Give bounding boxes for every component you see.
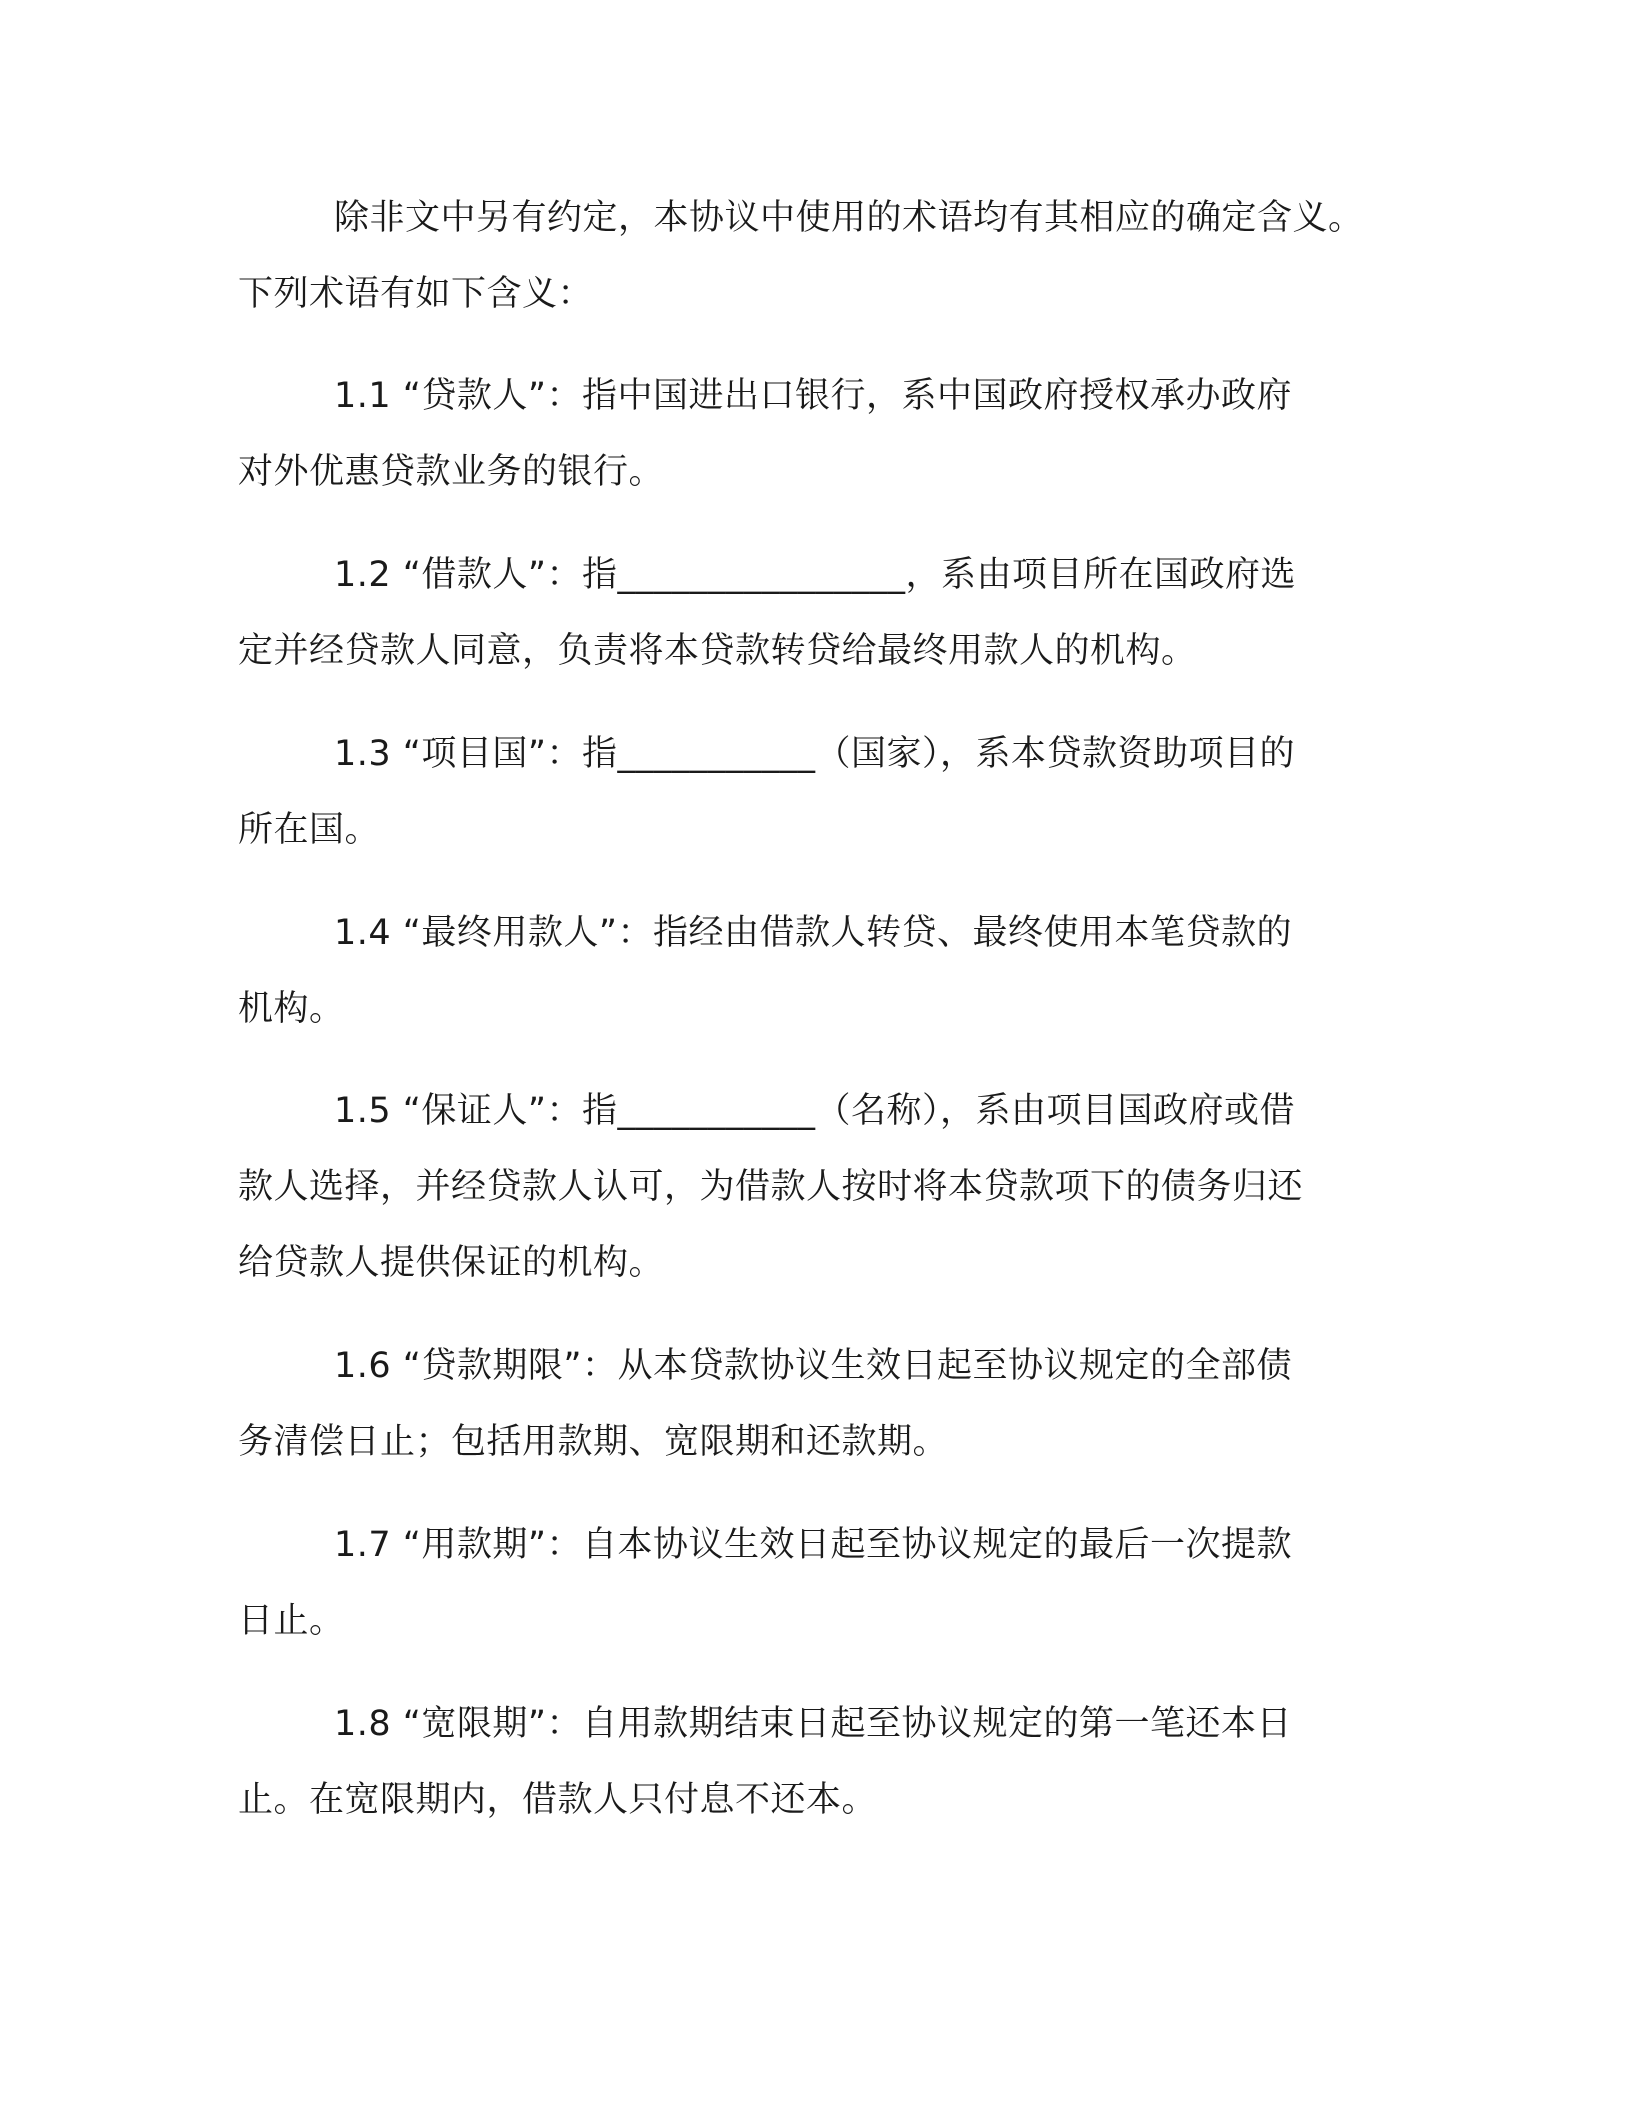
- term-1-1-line-1: 1.1 “贷款人”：指中国进出口银行，系中国政府授权承办政府: [334, 376, 1293, 416]
- term-1-2-line-2: 定并经贷款人同意，负责将本贷款转贷给最终用款人的机构。: [238, 631, 1197, 671]
- term-1-2-line-1: 1.2 “借款人”：指________________，系由项目所在国政府选: [334, 555, 1297, 595]
- intro-line-1: 除非文中另有约定，本协议中使用的术语均有其相应的确定含义。: [334, 198, 1364, 238]
- intro-line-2: 下列术语有如下含义：: [238, 274, 594, 314]
- term-1-8-line-2: 止。在宽限期内，借款人只付息不还本。: [238, 1780, 878, 1820]
- term-1-6-line-1: 1.6 “贷款期限”：从本贷款协议生效日起至协议规定的全部债: [334, 1346, 1293, 1386]
- term-1-7-line-2: 日止。: [238, 1601, 345, 1641]
- term-1-4-line-1: 1.4 “最终用款人”：指经由借款人转贷、最终使用本笔贷款的: [334, 913, 1293, 953]
- term-1-4-line-2: 机构。: [238, 989, 345, 1029]
- term-1-1-line-2: 对外优惠贷款业务的银行。: [238, 452, 665, 492]
- term-1-6-line-2: 务清偿日止；包括用款期、宽限期和还款期。: [238, 1422, 949, 1462]
- term-1-3-line-2: 所在国。: [238, 810, 381, 850]
- term-1-5-line-2: 款人选择，并经贷款人认可，为借款人按时将本贷款项下的债务归还: [238, 1167, 1304, 1207]
- term-1-5-line-3: 给贷款人提供保证的机构。: [238, 1243, 665, 1283]
- term-1-3-line-1: 1.3 “项目国”：指___________（国家），系本贷款资助项目的: [334, 734, 1296, 774]
- term-1-5-line-1: 1.5 “保证人”：指___________（名称），系由项目国政府或借: [334, 1091, 1296, 1131]
- term-1-7-line-1: 1.7 “用款期”：自本协议生效日起至协议规定的最后一次提款: [334, 1525, 1293, 1565]
- term-1-8-line-1: 1.8 “宽限期”：自用款期结束日起至协议规定的第一笔还本日: [334, 1704, 1293, 1744]
